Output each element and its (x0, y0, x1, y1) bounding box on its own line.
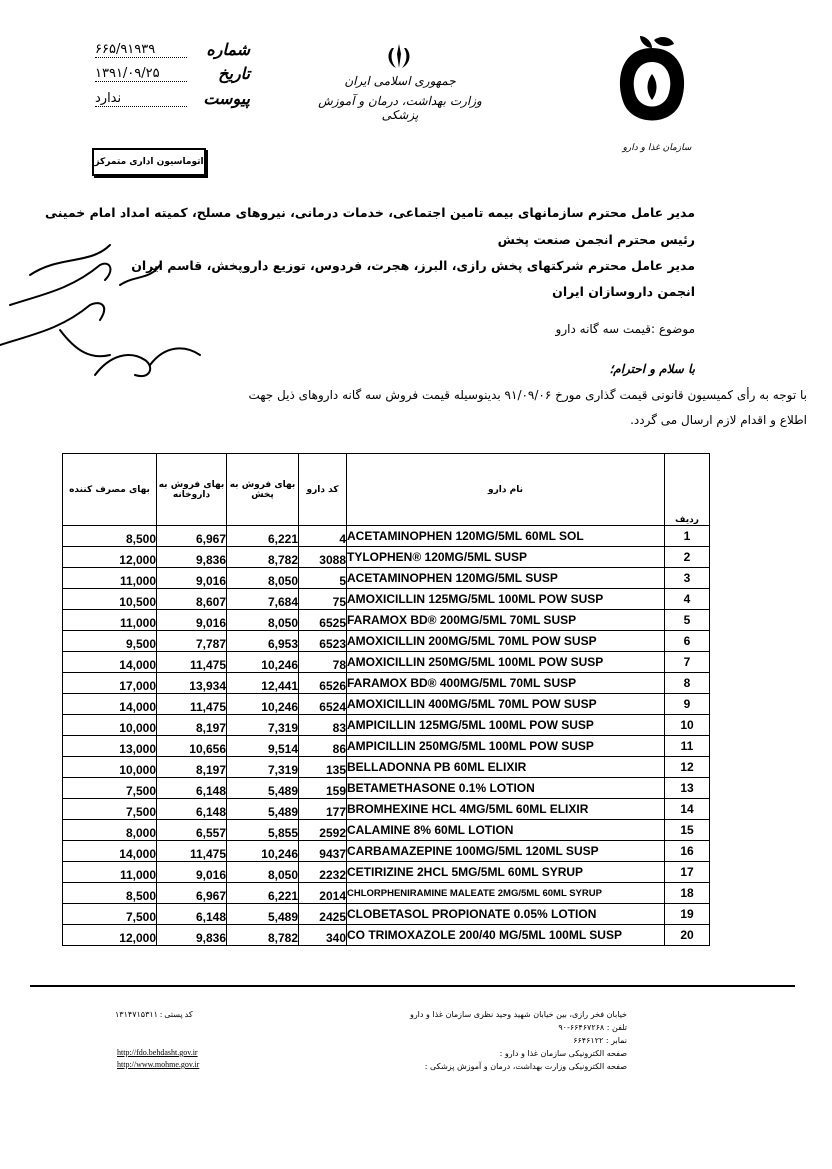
consumer-price: 12,000 (63, 925, 157, 946)
consumer-price: 12,000 (63, 547, 157, 568)
row-number: 11 (665, 736, 710, 757)
fda-logo (612, 34, 692, 134)
table-row (63, 925, 710, 946)
consumer-price: 10,000 (63, 757, 157, 778)
drug-code: 6526 (299, 673, 347, 694)
drug-name: CALAMINE 8% 60ML LOTION (347, 820, 665, 841)
recipient-line-3: مدیر عامل محترم شرکتهای پخش رازی، البرز، هجرت، فردوس، توزیع داروپخش، قاسم ایران (131, 258, 695, 273)
distribution-price: 5,489 (227, 799, 299, 820)
drug-code: 6523 (299, 631, 347, 652)
distribution-price: 8,050 (227, 862, 299, 883)
pharmacy-price: 6,967 (157, 526, 227, 547)
drug-code: 75 (299, 589, 347, 610)
table-row (63, 862, 710, 883)
pharmacy-price: 11,475 (157, 652, 227, 673)
pharmacy-price: 9,016 (157, 568, 227, 589)
row-number: 3 (665, 568, 710, 589)
consumer-price: 7,500 (63, 778, 157, 799)
drug-name: FARAMOX BD® 200MG/5ML 70ML SUSP (347, 610, 665, 631)
pharmacy-price: 6,557 (157, 820, 227, 841)
drug-name: AMPICILLIN 250MG/5ML 100ML POW SUSP (347, 736, 665, 757)
table-row (63, 547, 710, 568)
drug-code: 86 (299, 736, 347, 757)
table-row (63, 736, 710, 757)
table-row (63, 883, 710, 904)
distribution-price: 8,782 (227, 925, 299, 946)
distribution-price: 7,319 (227, 757, 299, 778)
row-number: 15 (665, 820, 710, 841)
consumer-price: 11,000 (63, 610, 157, 631)
consumer-price: 7,500 (63, 799, 157, 820)
distribution-price: 9,514 (227, 736, 299, 757)
drug-name: ACETAMINOPHEN 120MG/5ML SUSP (347, 568, 665, 589)
table-row (63, 820, 710, 841)
drug-name: AMOXICILLIN 200MG/5ML 70ML POW SUSP (347, 631, 665, 652)
distribution-price: 8,050 (227, 610, 299, 631)
distribution-price: 6,221 (227, 883, 299, 904)
drug-code: 159 (299, 778, 347, 799)
drug-name: AMOXICILLIN 400MG/5ML 70ML POW SUSP (347, 694, 665, 715)
pharmacy-price: 6,967 (157, 883, 227, 904)
row-number: 9 (665, 694, 710, 715)
row-number: 5 (665, 610, 710, 631)
table-row (63, 715, 710, 736)
consumer-price: 9,500 (63, 631, 157, 652)
footer-address: خیابان فخر رازی، بین خیابان شهید وحید نظری سازمان غذا و دارو (409, 1010, 627, 1019)
footer-fax: نمابر : ۶۶۴۶۱۲۲ (573, 1036, 627, 1045)
row-number: 17 (665, 862, 710, 883)
footer-url-ministry[interactable]: http://www.mohme.gov.ir (117, 1060, 200, 1069)
drug-name: FARAMOX BD® 400MG/5ML 70ML SUSP (347, 673, 665, 694)
recipient-line-2: رئیس محترم انجمن صنعت پخش (497, 232, 695, 247)
consumer-price: 11,000 (63, 568, 157, 589)
table-row (63, 799, 710, 820)
ministry-line2: وزارت بهداشت، درمان و آموزش پزشکی (318, 94, 482, 122)
drug-code: 135 (299, 757, 347, 778)
row-number: 16 (665, 841, 710, 862)
drug-name: CHLORPHENIRAMINE MALEATE 2MG/5ML 60ML SYRUP (347, 883, 665, 904)
distribution-price: 6,953 (227, 631, 299, 652)
distribution-price: 5,489 (227, 778, 299, 799)
pharmacy-price: 11,475 (157, 694, 227, 715)
drug-name: BETAMETHASONE 0.1% LOTION (347, 778, 665, 799)
drug-code: 9437 (299, 841, 347, 862)
table-row (63, 673, 710, 694)
letter-number-row (95, 40, 250, 60)
drug-code: 2014 (299, 883, 347, 904)
consumer-price: 10,000 (63, 715, 157, 736)
drug-price-table (62, 453, 710, 946)
handwritten-signature (0, 235, 215, 400)
drug-name: BROMHEXINE HCL 4MG/5ML 60ML ELIXIR (347, 799, 665, 820)
consumer-price: 17,000 (63, 673, 157, 694)
drug-name: AMOXICILLIN 250MG/5ML 100ML POW SUSP (347, 652, 665, 673)
row-number: 20 (665, 925, 710, 946)
letter-attachment-row (95, 89, 250, 109)
header-distribution-price: بهای فروش به پخش (227, 454, 299, 526)
pharmacy-price: 9,836 (157, 547, 227, 568)
table-header-row (63, 454, 710, 526)
footer-site-fda: صفحه الکترونیکی سازمان غذا و دارو : (499, 1049, 627, 1058)
table-row (63, 757, 710, 778)
distribution-price: 12,441 (227, 673, 299, 694)
row-number: 1 (665, 526, 710, 547)
drug-name: AMOXICILLIN 125MG/5ML 100ML POW SUSP (347, 589, 665, 610)
table-row (63, 568, 710, 589)
drug-name: BELLADONNA PB 60ML ELIXIR (347, 757, 665, 778)
pharmacy-price: 8,607 (157, 589, 227, 610)
letter-date-row (95, 64, 250, 84)
header-pharmacy-price: بهای فروش به داروخانه (157, 454, 227, 526)
row-number: 7 (665, 652, 710, 673)
org-name: سازمان غذا و دارو (622, 143, 692, 153)
table-row (63, 904, 710, 925)
table-row (63, 778, 710, 799)
recipient-line-4: انجمن داروسازان ایران (552, 284, 695, 299)
header-drug-code: کد دارو (299, 454, 347, 526)
row-number: 14 (665, 799, 710, 820)
footer-site-ministry: صفحه الکترونیکی وزارت بهداشت، درمان و آموزش پزشکی : (424, 1062, 627, 1071)
drug-code: 78 (299, 652, 347, 673)
row-number: 2 (665, 547, 710, 568)
drug-code: 3088 (299, 547, 347, 568)
row-number: 12 (665, 757, 710, 778)
date-value: ۱۳۹۱/۰۹/۲۵ (95, 66, 187, 82)
drug-code: 83 (299, 715, 347, 736)
footer-postal-code: کد پستی : ۱۳۱۴۷۱۵۳۱۱ (115, 1010, 193, 1019)
drug-name: CLOBETASOL PROPIONATE 0.05% LOTION (347, 904, 665, 925)
iran-emblem-icon (384, 42, 414, 72)
distribution-price: 10,246 (227, 694, 299, 715)
drug-name: CARBAMAZEPINE 100MG/5ML 120ML SUSP (347, 841, 665, 862)
row-number: 18 (665, 883, 710, 904)
pharmacy-price: 11,475 (157, 841, 227, 862)
pharmacy-price: 13,934 (157, 673, 227, 694)
distribution-price: 8,050 (227, 568, 299, 589)
consumer-price: 8,500 (63, 883, 157, 904)
table-row (63, 652, 710, 673)
row-number: 10 (665, 715, 710, 736)
pharmacy-price: 9,016 (157, 862, 227, 883)
pharmacy-price: 9,016 (157, 610, 227, 631)
ministry-line1: جمهوری اسلامی ایران (344, 74, 456, 88)
table-row (63, 841, 710, 862)
consumer-price: 10,500 (63, 589, 157, 610)
drug-name: TYLOPHEN® 120MG/5ML SUSP (347, 547, 665, 568)
header-drug-name: نام دارو (347, 454, 665, 526)
drug-code: 2592 (299, 820, 347, 841)
table-row (63, 589, 710, 610)
drug-code: 340 (299, 925, 347, 946)
number-label: شماره (206, 40, 250, 59)
distribution-price: 10,246 (227, 652, 299, 673)
drug-code: 6524 (299, 694, 347, 715)
consumer-price: 7,500 (63, 904, 157, 925)
consumer-price: 14,000 (63, 841, 157, 862)
consumer-price: 8,500 (63, 526, 157, 547)
date-label: تاریخ (218, 64, 250, 83)
consumer-price: 11,000 (63, 862, 157, 883)
drug-name: CETIRIZINE 2HCL 5MG/5ML 60ML SYRUP (347, 862, 665, 883)
drug-name: ACETAMINOPHEN 120MG/5ML 60ML SOL (347, 526, 665, 547)
greeting: با سلام و احترام؛ (609, 362, 695, 376)
attachment-label: پیوست (203, 89, 250, 108)
row-number: 4 (665, 589, 710, 610)
footer-divider (30, 985, 795, 987)
row-number: 13 (665, 778, 710, 799)
consumer-price: 14,000 (63, 652, 157, 673)
pharmacy-price: 9,836 (157, 925, 227, 946)
pharmacy-price: 6,148 (157, 799, 227, 820)
attachment-value: ندارد (95, 91, 187, 107)
drug-code: 2425 (299, 904, 347, 925)
body-line-1: با توجه به رأی کمیسیون قانونی قیمت گذاری مورخ ۹۱/۰۹/۰۶ بدینوسیله قیمت فروش سه گانه داروهای ذیل جهت (248, 388, 807, 402)
drug-code: 177 (299, 799, 347, 820)
automation-stamp: اتوماسیون اداری متمرکز (92, 148, 206, 176)
distribution-price: 10,246 (227, 841, 299, 862)
pharmacy-price: 8,197 (157, 757, 227, 778)
row-number: 8 (665, 673, 710, 694)
distribution-price: 7,684 (227, 589, 299, 610)
footer-url-fda[interactable]: http://fdo.behdasht.gov.ir (117, 1048, 198, 1057)
pharmacy-price: 7,787 (157, 631, 227, 652)
row-number: 19 (665, 904, 710, 925)
header-row-number: ردیف (665, 454, 710, 526)
header-consumer-price: بهای مصرف کننده (63, 454, 157, 526)
table-row (63, 631, 710, 652)
consumer-price: 13,000 (63, 736, 157, 757)
body-line-2: اطلاع و اقدام لازم ارسال می گردد. (630, 413, 807, 427)
distribution-price: 7,319 (227, 715, 299, 736)
pharmacy-price: 6,148 (157, 904, 227, 925)
drug-name: AMPICILLIN 125MG/5ML 100ML POW SUSP (347, 715, 665, 736)
distribution-price: 6,221 (227, 526, 299, 547)
pharmacy-price: 10,656 (157, 736, 227, 757)
table-row (63, 694, 710, 715)
table-row (63, 526, 710, 547)
distribution-price: 5,489 (227, 904, 299, 925)
recipient-line-1: مدیر عامل محترم سازمانهای بیمه تامین اجتماعی، خدمات درمانی، نیروهای مسلح، کمیته امداد امام خمینی (45, 205, 695, 220)
drug-name: CO TRIMOXAZOLE 200/40 MG/5ML 100ML SUSP (347, 925, 665, 946)
table-row (63, 610, 710, 631)
drug-code: 2232 (299, 862, 347, 883)
distribution-price: 5,855 (227, 820, 299, 841)
drug-code: 5 (299, 568, 347, 589)
row-number: 6 (665, 631, 710, 652)
distribution-price: 8,782 (227, 547, 299, 568)
subject: موضوع :قیمت سه گانه دارو (555, 322, 695, 336)
consumer-price: 8,000 (63, 820, 157, 841)
pharmacy-price: 8,197 (157, 715, 227, 736)
drug-code: 6525 (299, 610, 347, 631)
number-value: ۶۶۵/۹۱۹۳۹ (95, 42, 187, 58)
drug-code: 4 (299, 526, 347, 547)
footer-phone: تلفن : ۶۶۴۶۷۲۶۸-۹۰ (558, 1023, 627, 1032)
pharmacy-price: 6,148 (157, 778, 227, 799)
consumer-price: 14,000 (63, 694, 157, 715)
